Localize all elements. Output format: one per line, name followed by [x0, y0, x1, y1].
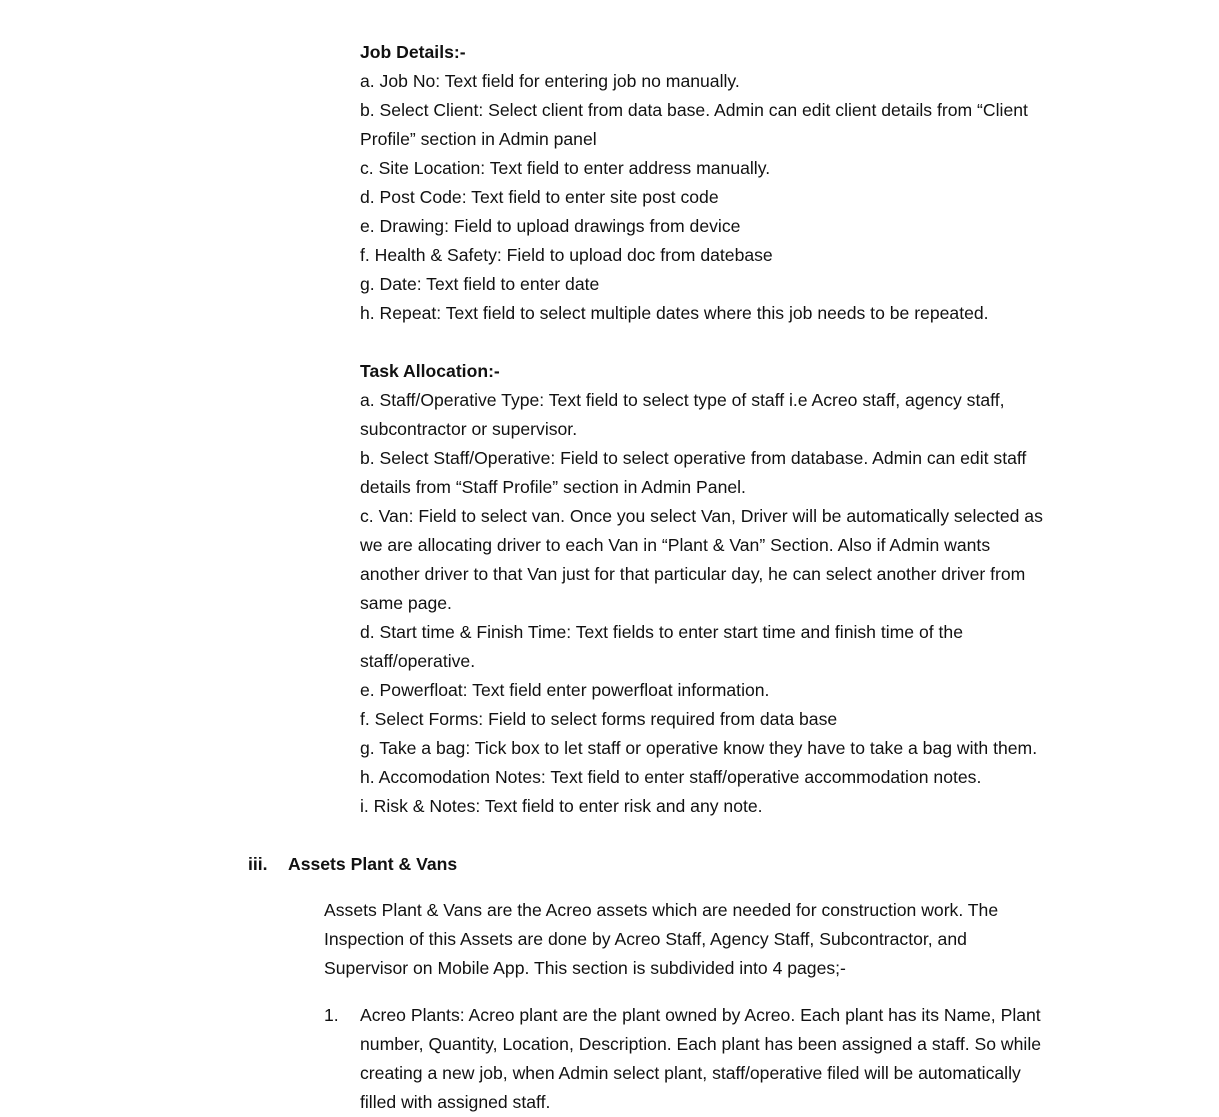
list-item — [0, 705, 1219, 734]
list-item-line: Profile” section in Admin panel — [360, 129, 597, 149]
list-item — [0, 299, 1219, 328]
list-item-line: h. Accomodation Notes: Text field to enter staff/operative accommodation notes. — [360, 767, 982, 787]
section-title: Assets Plant & Vans — [288, 854, 458, 874]
job-heading: Job Details:- — [360, 42, 466, 62]
list-item — [0, 763, 1219, 792]
list-item-line: b. Select Staff/Operative: Field to select operative from database. Admin can edit staff — [360, 448, 1027, 468]
blank-line — [0, 328, 1219, 357]
list-item — [0, 618, 1219, 676]
list-number: 1. — [324, 1005, 339, 1025]
list-item-line: c. Van: Field to select van. Once you select Van, Driver will be automatically selected as — [360, 506, 1043, 526]
document-page — [0, 38, 1219, 1117]
list-item-line: b. Select Client: Select client from data base. Admin can edit client details from “Client — [360, 100, 1028, 120]
list-item — [0, 241, 1219, 270]
list-item-line: details from “Staff Profile” section in Admin Panel. — [360, 477, 746, 497]
list-item — [0, 792, 1219, 821]
list-item-line: subcontractor or supervisor. — [360, 419, 578, 439]
list-item — [0, 502, 1219, 618]
list-item-line: a. Staff/Operative Type: Text field to select type of staff i.e Acreo staff, agency staff, — [360, 390, 1005, 410]
list-item-line: c. Site Location: Text field to enter address manually. — [360, 158, 771, 178]
list-item-line: d. Start time & Finish Time: Text fields to enter start time and finish time of the — [360, 622, 963, 642]
list-item — [0, 676, 1219, 705]
list-item-line: filled with assigned staff. — [360, 1092, 551, 1112]
list-item-line: staff/operative. — [360, 651, 476, 671]
list-item — [0, 270, 1219, 299]
section-number: iii. — [248, 854, 268, 874]
list-item — [0, 734, 1219, 763]
list-item — [0, 154, 1219, 183]
list-item-line: g. Date: Text field to enter date — [360, 274, 600, 294]
list-item-line: same page. — [360, 593, 452, 613]
list-item — [0, 212, 1219, 241]
list-item-line: a. Job No: Text field for entering job no manually. — [360, 71, 740, 91]
list-item-line: creating a new job, when Admin select plant, staff/operative filed will be automatically — [360, 1063, 1021, 1083]
task-details-block — [0, 357, 1219, 821]
blank-line — [0, 821, 1219, 850]
list-item — [0, 444, 1219, 502]
paragraph-line: Assets Plant & Vans are the Acreo assets which are needed for construction work. The — [324, 900, 999, 920]
section-paragraph — [0, 896, 1219, 983]
paragraph-line: Supervisor on Mobile App. This section is subdivided into 4 pages;- — [324, 958, 846, 978]
list-item-line: e. Drawing: Field to upload drawings from device — [360, 216, 741, 236]
list-item-line: d. Post Code: Text field to enter site post code — [360, 187, 719, 207]
list-item-line: Acreo Plants: Acreo plant are the plant owned by Acreo. Each plant has its Name, Plant — [360, 1005, 1041, 1025]
list-item — [0, 183, 1219, 212]
list-item-line: another driver to that Van just for that particular day, he can select another driver from — [360, 564, 1026, 584]
job-details-block — [0, 38, 1219, 328]
list-item — [0, 386, 1219, 444]
list-item-line: f. Select Forms: Field to select forms required from data base — [360, 709, 838, 729]
numbered-list — [0, 1001, 1219, 1117]
list-item-line: e. Powerfloat: Text field enter powerfloat information. — [360, 680, 770, 700]
list-item-line: i. Risk & Notes: Text field to enter risk and any note. — [360, 796, 763, 816]
list-item-line: we are allocating driver to each Van in “Plant & Van” Section. Also if Admin wants — [360, 535, 991, 555]
task-heading: Task Allocation:- — [360, 361, 500, 381]
list-item-line: f. Health & Safety: Field to upload doc from datebase — [360, 245, 773, 265]
list-item — [0, 67, 1219, 96]
list-item-line: number, Quantity, Location, Description. Each plant has been assigned a staff. So while — [360, 1034, 1042, 1054]
list-item — [0, 96, 1219, 154]
list-item-line: g. Take a bag: Tick box to let staff or operative know they have to take a bag with them. — [360, 738, 1038, 758]
section-heading — [0, 850, 1219, 879]
numbered-list-item — [0, 1001, 1219, 1117]
paragraph-line: Inspection of this Assets are done by Acreo Staff, Agency Staff, Subcontractor, and — [324, 929, 967, 949]
list-item-line: h. Repeat: Text field to select multiple dates where this job needs to be repeated. — [360, 303, 989, 323]
